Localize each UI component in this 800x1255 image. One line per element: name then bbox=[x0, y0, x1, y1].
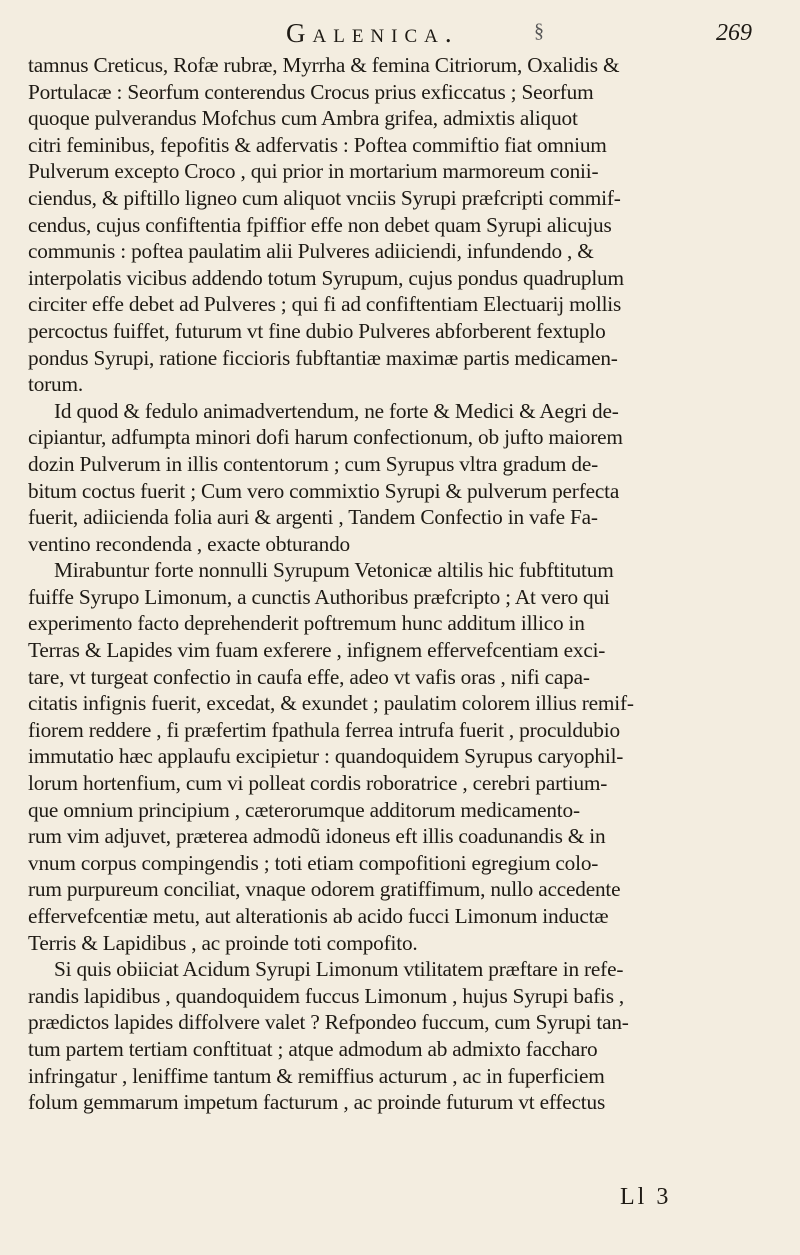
text-line: dozin Pulverum in illis contentorum ; cum Syrupus vltra gradum de- bbox=[28, 451, 599, 476]
text-line: rum purpureum conciliat, vnaque odorem gratiffimum, nullo accedente bbox=[28, 877, 621, 902]
text-line: torum. bbox=[28, 372, 83, 397]
page-number: 269 bbox=[716, 20, 752, 46]
text-line: communis : poftea paulatim alii Pulveres adiiciendi, infundendo , & bbox=[28, 239, 594, 264]
text-line: pondus Syrupi, ratione ficcioris fubftantiæ maximæ partis medicamen- bbox=[28, 345, 618, 370]
text-line: citri feminibus, fepofitis & adfervatis : Poftea commiftio fiat omnium bbox=[28, 132, 607, 157]
text-line: bitum coctus fuerit ; Cum vero commixtio Syrupi & pulverum perfecta bbox=[28, 478, 620, 503]
text-line: fiorem reddere , fi præfertim fpathula ferrea intrufa fuerit , proculdubio bbox=[28, 717, 620, 742]
text-line: folum gemmarum impetum facturum , ac proinde futurum vt effectus bbox=[28, 1090, 606, 1115]
running-head bbox=[28, 18, 768, 52]
text-line: percoctus fuiffet, futurum vt fine dubio Pulveres abforberent fextuplo bbox=[28, 318, 606, 343]
text-line: tamnus Creticus, Rofæ rubræ, Myrrha & femina Citriorum, Oxalidis & bbox=[28, 53, 620, 77]
text-line: Portulacæ : Seorfum conterendus Crocus prius exficcatus ; Seorfum bbox=[28, 79, 594, 104]
text-line: circiter effe debet ad Pulveres ; qui fi ad confiftentiam Electuarij mollis bbox=[28, 292, 622, 317]
text-line: randis lapidibus , quandoquidem fuccus Limonum , hujus Syrupi bafis , bbox=[28, 983, 625, 1008]
text-line: que omnium principium , cæterorumque additorum medicamento- bbox=[28, 797, 580, 822]
body-text bbox=[28, 52, 768, 1116]
text-line: Terras & Lapides vim fuam exferere , infignem effervefcentiam exci- bbox=[28, 638, 606, 663]
running-title: Galenica. bbox=[286, 18, 459, 48]
text-line: quoque pulverandus Mofchus cum Ambra grifea, admixtis aliquot bbox=[28, 106, 578, 131]
text-line: ciendus, & piftillo ligneo cum aliquot vnciis Syrupi præfcripti commif- bbox=[28, 185, 621, 210]
text-line: Pulverum excepto Croco , qui prior in mortarium marmoreum conii- bbox=[28, 159, 599, 184]
text-line: interpolatis vicibus addendo totum Syrupum, cujus pondus quadruplum bbox=[28, 265, 624, 290]
text-line: experimento facto deprehenderit poftremum hunc additum illico in bbox=[28, 611, 585, 636]
text-line: fuerit, adiicienda folia auri & argenti , Tandem Confectio in vafe Fa- bbox=[28, 505, 598, 530]
text-line: effervefcentiæ metu, aut alterationis ab acido fucci Limonum inductæ bbox=[28, 904, 609, 928]
text-line: fuiffe Syrupo Limonum, a cunctis Authoribus præfcripto ; At vero qui bbox=[28, 584, 610, 609]
text-line: immutatio hæc applaufu excipietur : quandoquidem Syrupus caryophil- bbox=[28, 744, 624, 769]
paragraph-start-line: Si quis obiiciat Acidum Syrupi Limonum vtilitatem præftare in refe- bbox=[54, 957, 624, 982]
text-line: cendus, cujus confiftentia fpiffior effe non debet quam Syrupi alicujus bbox=[28, 212, 612, 237]
catchword: Ll 3 bbox=[620, 1184, 672, 1210]
signature-mark: § bbox=[534, 20, 544, 42]
text-line: Terris & Lapidibus , ac proinde toti compofito. bbox=[28, 930, 418, 955]
text-line: tare, vt turgeat confectio in caufa effe, adeo vt vafis oras , nifi capa- bbox=[28, 664, 590, 689]
text-line: lorum hortenfium, cum vi polleat cordis roboratrice , cerebri partium- bbox=[28, 771, 608, 796]
text-line: vnum corpus compingendis ; toti etiam compofitioni egregium colo- bbox=[28, 850, 599, 875]
text-line: citatis infignis fuerit, excedat, & exundet ; paulatim colorem illius remif- bbox=[28, 691, 634, 716]
paragraph-start-line: Id quod & fedulo animadvertendum, ne forte & Medici & Aegri de- bbox=[54, 398, 619, 423]
text-line: infringatur , leniffime tantum & remiffius acturum , ac in fuperficiem bbox=[28, 1063, 605, 1088]
text-line: tum partem tertiam conftituat ; atque admodum ab admixto faccharo bbox=[28, 1036, 598, 1061]
text-line: cipiantur, adfumpta minori dofi harum confectionum, ob jufto maiorem bbox=[28, 425, 623, 450]
text-line: ventino recondenda , exacte obturando bbox=[28, 531, 350, 556]
paragraph-start-line: Mirabuntur forte nonnulli Syrupum Vetonicæ altilis hic fubftitutum bbox=[54, 558, 614, 583]
text-line: rum vim adjuvet, præterea admodũ idoneus eft illis coadunandis & in bbox=[28, 824, 606, 849]
text-line: prædictos lapides diffolvere valet ? Refpondeo fuccum, cum Syrupi tan- bbox=[28, 1010, 629, 1035]
